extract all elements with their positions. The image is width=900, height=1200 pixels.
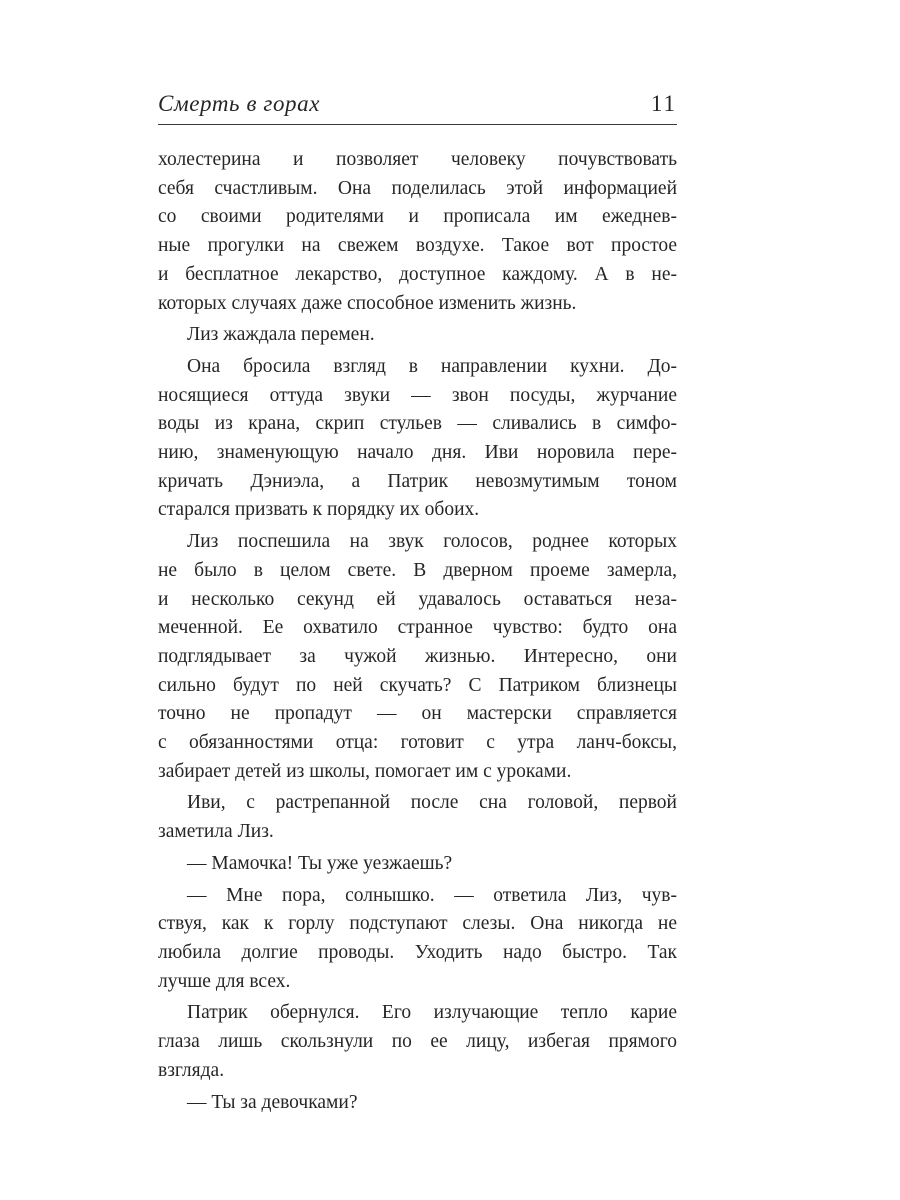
text-line: ные прогулки на свежем воздухе. Такое вот простое <box>158 235 677 257</box>
text-line: со своими родителями и прописала им ежеднев- <box>158 206 677 228</box>
text-line: старался призвать к порядку их обоих. <box>158 499 480 521</box>
book-page <box>158 0 677 1200</box>
text-line: нию, знаменующую начало дня. Иви норовила пере- <box>158 442 677 464</box>
paragraph <box>158 999 677 1085</box>
text-line: взгляда. <box>158 1059 225 1081</box>
text-line: Лиз поспешила на звук голосов, роднее которых <box>187 531 677 553</box>
text-line: Иви, с растрепанной после сна головой, первой <box>187 792 677 814</box>
running-title: Смерть в горах <box>158 91 321 116</box>
text-line: сильно будут по ней скучать? С Патриком близнецы <box>158 674 677 696</box>
text-line: Патрик обернулся. Его излучающие тепло карие <box>187 1002 677 1024</box>
paragraph <box>158 850 677 879</box>
paragraph <box>158 321 677 350</box>
text-line: меченной. Ее охватило странное чувство: будто она <box>158 617 677 639</box>
paragraph <box>158 1089 677 1118</box>
text-line: с обязанностями отца: готовит с утра ланч-боксы, <box>158 732 677 754</box>
text-line: носящиеся оттуда звуки — звон посуды, журчание <box>158 384 677 406</box>
text-line: заметила Лиз. <box>158 821 274 843</box>
paragraph <box>158 528 677 786</box>
text-line: Она бросила взгляд в направлении кухни. До- <box>187 355 677 377</box>
text-line: воды из крана, скрип стульев — сливались в симфо- <box>158 413 677 435</box>
paragraph <box>158 146 677 318</box>
text-line: забирает детей из школы, помогает им с уроками. <box>158 760 572 782</box>
paragraph <box>158 353 677 525</box>
text-line: любила долгие проводы. Уходить надо быстро. Так <box>158 941 677 963</box>
text-line: подглядывает за чужой жизнью. Интересно, они <box>158 645 677 667</box>
text-line: — Ты за девочками? <box>187 1091 358 1113</box>
text-body <box>158 146 677 1120</box>
text-line: не было в целом свете. В дверном проеме замерла, <box>158 559 677 581</box>
running-header <box>158 86 677 125</box>
page-number: 11 <box>650 91 677 116</box>
text-line: Лиз жаждала перемен. <box>187 324 375 346</box>
paragraph <box>158 882 677 997</box>
text-line: и несколько секунд ей удавалось оставаться неза- <box>158 588 677 610</box>
text-line: — Мне пора, солнышко. — ответила Лиз, чув- <box>187 884 677 906</box>
text-line: — Мамочка! Ты уже уезжаешь? <box>187 852 453 874</box>
text-line: ствуя, как к горлу подступают слезы. Она никогда не <box>158 913 677 935</box>
text-line: холестерина и позволяет человеку почувствовать <box>158 149 677 170</box>
text-line: кричать Дэниэла, а Патрик невозмутимым тоном <box>158 470 677 492</box>
text-line: и бесплатное лекарство, доступное каждому. А в не- <box>158 263 677 285</box>
text-line: точно не пропадут — он мастерски справляется <box>158 703 677 725</box>
text-line: глаза лишь скользнули по ее лицу, избегая прямого <box>158 1031 677 1053</box>
text-line: которых случаях даже способное изменить жизнь. <box>158 292 577 314</box>
text-line: лучше для всех. <box>158 970 291 992</box>
paragraph <box>158 789 677 846</box>
text-line: себя счастливым. Она поделилась этой информацией <box>158 177 677 199</box>
